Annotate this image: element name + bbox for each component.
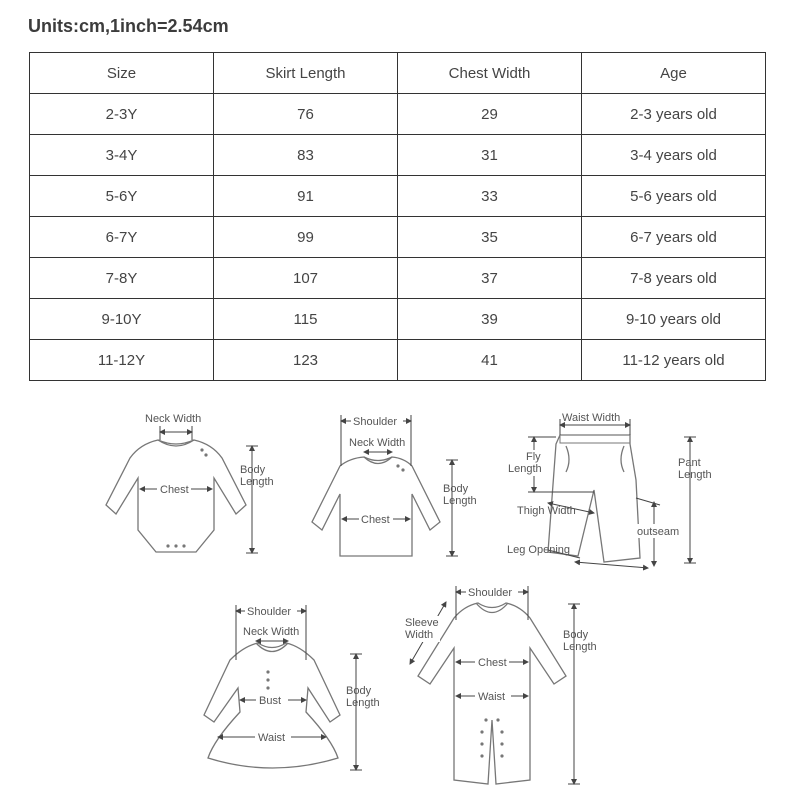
sweater-chest-label: Chest xyxy=(361,514,390,526)
table-row xyxy=(30,94,766,135)
table-row xyxy=(30,299,766,340)
dress-body-length-label: Body xyxy=(346,685,372,697)
pants-pant-length-label: Length xyxy=(678,469,712,481)
cell-chest-width: 41 xyxy=(398,340,582,381)
sweater-outline xyxy=(312,457,440,556)
pants-leg-opening-arrow xyxy=(575,562,648,568)
bodysuit-chest-label: Chest xyxy=(160,484,189,496)
table-row xyxy=(30,135,766,176)
cell-skirt-length: 91 xyxy=(214,176,398,217)
romper-snap xyxy=(500,730,503,733)
dress-diagram xyxy=(204,604,380,770)
dress-shoulder-label: Shoulder xyxy=(247,606,292,618)
dress-button xyxy=(266,686,269,689)
cell-skirt-length: 76 xyxy=(214,94,398,135)
cell-skirt-length: 115 xyxy=(214,299,398,340)
pants-fly-length-label: Fly xyxy=(526,451,541,463)
sweater-body-length-label: Length xyxy=(443,495,477,507)
cell-age: 11-12 years old xyxy=(582,340,766,381)
romper-snap xyxy=(480,754,483,757)
cell-size: 3-4Y xyxy=(30,135,214,176)
bodysuit-snap xyxy=(182,544,185,547)
romper-sleeve-width-label: Sleeve xyxy=(405,617,439,629)
sweater-diagram xyxy=(312,414,477,556)
romper-snap xyxy=(480,742,483,745)
cell-age: 9-10 years old xyxy=(582,299,766,340)
romper-snap xyxy=(484,718,487,721)
sweater-body-length-label: Body xyxy=(443,483,469,495)
header-age: Age xyxy=(582,53,766,94)
pants-pocket xyxy=(566,446,569,472)
cell-size: 11-12Y xyxy=(30,340,214,381)
cell-chest-width: 33 xyxy=(398,176,582,217)
cell-size: 6-7Y xyxy=(30,217,214,258)
pants-diagram xyxy=(506,412,712,568)
cell-size: 9-10Y xyxy=(30,299,214,340)
cell-size: 5-6Y xyxy=(30,176,214,217)
pants-pocket xyxy=(621,446,624,472)
table-header-row xyxy=(30,53,766,94)
cell-chest-width: 37 xyxy=(398,258,582,299)
cell-chest-width: 29 xyxy=(398,94,582,135)
cell-size: 2-3Y xyxy=(30,94,214,135)
bodysuit-collar xyxy=(158,440,194,446)
romper-shoulder-label: Shoulder xyxy=(468,587,513,599)
bodysuit-snap xyxy=(174,544,177,547)
dress-button xyxy=(266,678,269,681)
table-row xyxy=(30,340,766,381)
units-note: Units:cm,1inch=2.54cm xyxy=(28,16,229,36)
header-size: Size xyxy=(30,53,214,94)
bodysuit-body-length-label: Body xyxy=(240,464,266,476)
size-table xyxy=(29,52,766,381)
romper-body-length-label: Body xyxy=(563,629,589,641)
header-skirt-length: Skirt Length xyxy=(214,53,398,94)
sweater-button xyxy=(396,464,399,467)
bodysuit-outline xyxy=(106,440,246,552)
bodysuit-snap xyxy=(166,544,169,547)
cell-age: 2-3 years old xyxy=(582,94,766,135)
table-row xyxy=(30,258,766,299)
pants-pant-length-label: Pant xyxy=(678,457,701,469)
dress-bust-label: Bust xyxy=(259,695,282,707)
pants-fly-length-label: Length xyxy=(508,463,542,475)
header-chest-width: Chest Width xyxy=(398,53,582,94)
pants-leg-opening-label: Leg Opening xyxy=(507,544,570,556)
bodysuit-button xyxy=(200,448,203,451)
cell-size: 7-8Y xyxy=(30,258,214,299)
cell-chest-width: 39 xyxy=(398,299,582,340)
cell-age: 7-8 years old xyxy=(582,258,766,299)
bodysuit-diagram xyxy=(106,413,274,553)
dress-button xyxy=(266,670,269,673)
table-row xyxy=(30,217,766,258)
romper-snap xyxy=(480,730,483,733)
table-row xyxy=(30,176,766,217)
romper-diagram xyxy=(402,585,597,784)
sweater-shoulder-label: Shoulder xyxy=(353,416,398,428)
cell-age: 6-7 years old xyxy=(582,217,766,258)
cell-age: 5-6 years old xyxy=(582,176,766,217)
bodysuit-neck-width-label: Neck Width xyxy=(145,413,202,425)
cell-skirt-length: 83 xyxy=(214,135,398,176)
dress-waist-label: Waist xyxy=(258,732,286,744)
cell-chest-width: 31 xyxy=(398,135,582,176)
cell-skirt-length: 123 xyxy=(214,340,398,381)
sweater-button xyxy=(401,468,404,471)
cell-chest-width: 35 xyxy=(398,217,582,258)
pants-outseam-label: outseam xyxy=(637,526,680,538)
bodysuit-body-length-label: Length xyxy=(240,476,274,488)
romper-snap xyxy=(496,718,499,721)
romper-snap xyxy=(500,754,503,757)
pants-waistband xyxy=(560,435,630,443)
cell-skirt-length: 107 xyxy=(214,258,398,299)
measurement-diagrams xyxy=(0,395,800,800)
romper-chest-label: Chest xyxy=(478,657,507,669)
bodysuit-button xyxy=(204,453,207,456)
romper-snap xyxy=(500,742,503,745)
pants-waist-width-label: Waist Width xyxy=(562,412,621,424)
dress-body-length-label: Length xyxy=(346,697,380,709)
sweater-neck-width-label: Neck Width xyxy=(349,437,406,449)
cell-skirt-length: 99 xyxy=(214,217,398,258)
pants-outline xyxy=(548,435,640,562)
romper-sleeve-width-label: Width xyxy=(405,629,434,641)
romper-body-length-label: Length xyxy=(563,641,597,653)
dress-neck-width-label: Neck Width xyxy=(243,626,300,638)
pants-outseam-tick xyxy=(636,498,660,505)
romper-waist-label: Waist xyxy=(478,691,506,703)
pants-thigh-width-label: Thigh Width xyxy=(517,505,576,517)
cell-age: 3-4 years old xyxy=(582,135,766,176)
